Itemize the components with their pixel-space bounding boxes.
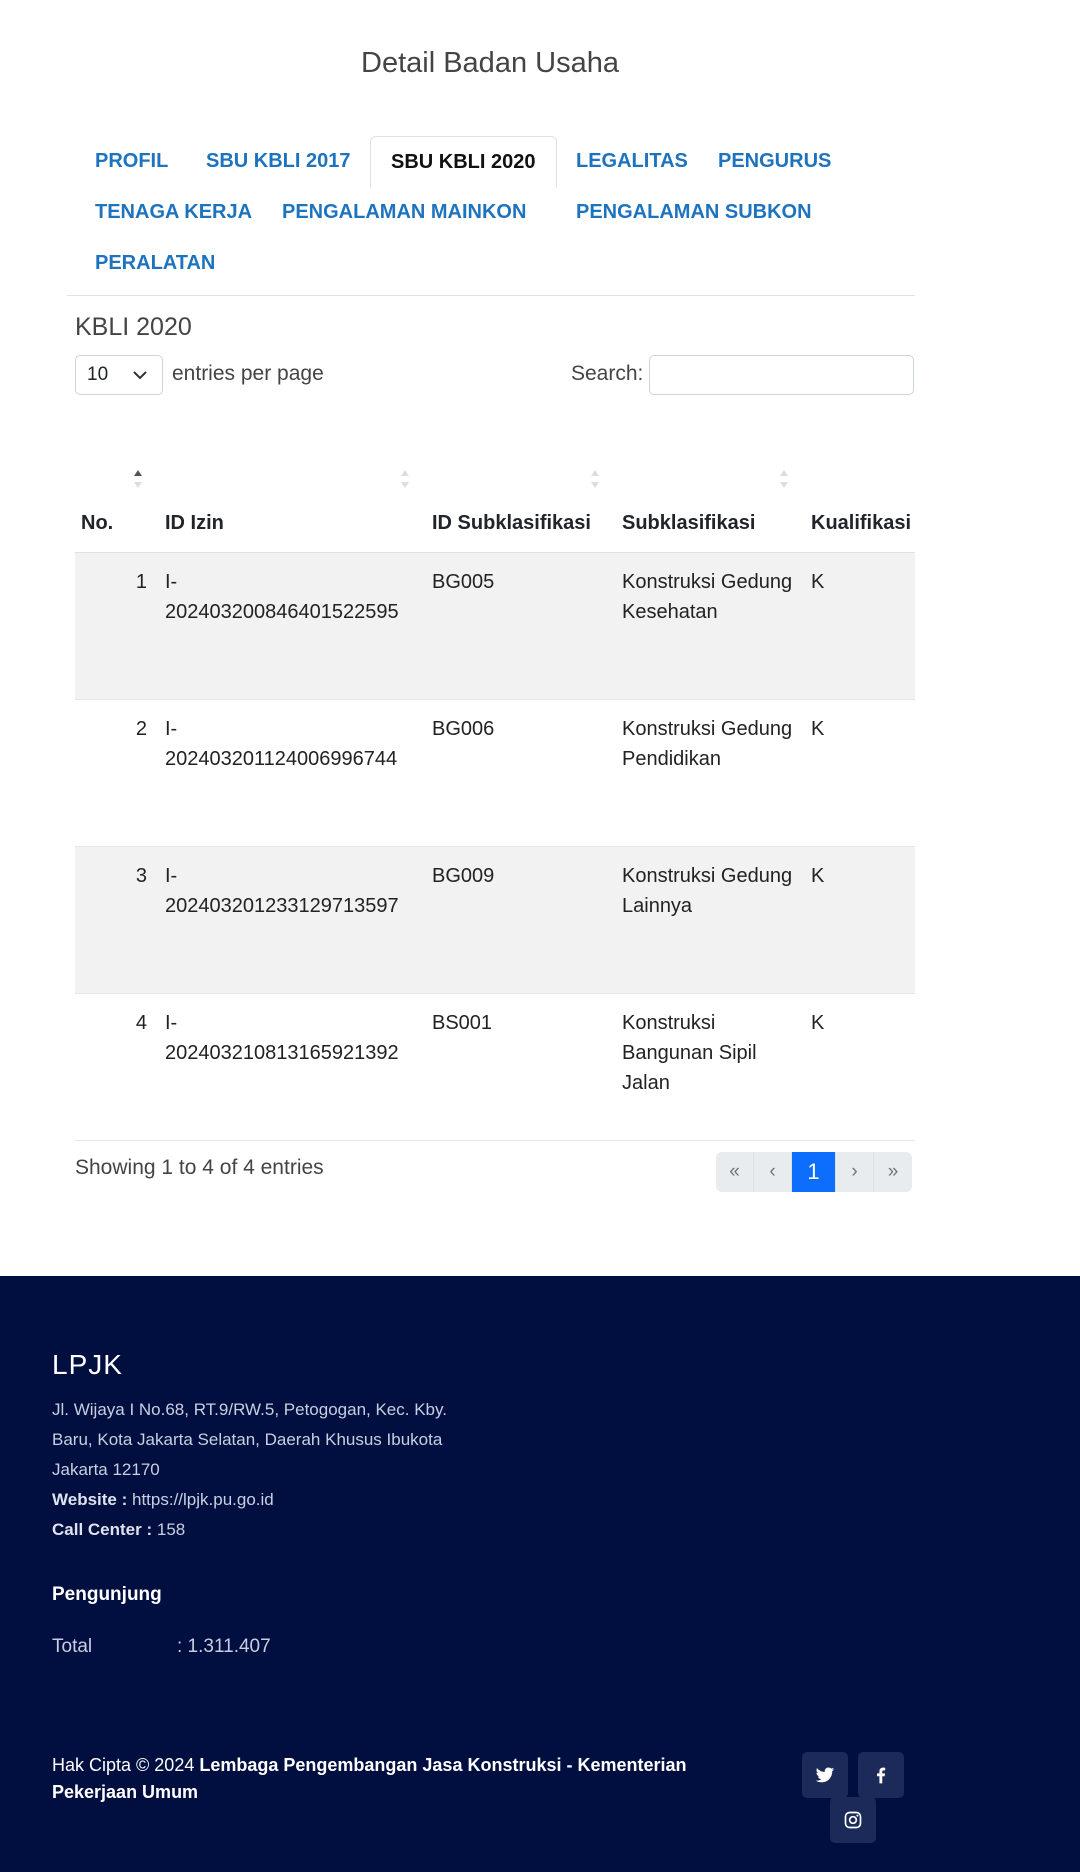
tab-tenaga-kerja[interactable]: TENAGA KERJA bbox=[95, 201, 253, 223]
copyright-organization: Lembaga Pengembangan Jasa Konstruksi - Kementerian Pekerjaan Umum bbox=[52, 1755, 687, 1802]
pagination bbox=[716, 1152, 912, 1192]
facebook-button[interactable] bbox=[858, 1752, 904, 1798]
page-first-button[interactable]: « bbox=[716, 1152, 754, 1192]
column-label: ID Izin bbox=[165, 511, 224, 534]
column-label: Subklasifikasi bbox=[622, 511, 756, 534]
cell-subklasifikasi: Konstruksi Gedung Lainnya bbox=[616, 846, 805, 993]
id-izin-number: 202403200846401522595 bbox=[165, 600, 399, 623]
visitors-total-value: : 1.311.407 bbox=[177, 1636, 271, 1657]
chevron-down-icon bbox=[132, 367, 148, 383]
cell-subklasifikasi: Konstruksi Bangunan Sipil Jalan bbox=[616, 993, 805, 1140]
instagram-button[interactable] bbox=[830, 1797, 876, 1843]
column-header-subklasifikasi[interactable] bbox=[616, 462, 805, 552]
footer-address: Jl. Wijaya I No.68, RT.9/RW.5, Petogogan, Kec. Kby. Baru, Kota Jakarta Selatan, Daerah Khusus Ibukota Jakarta 12170 bbox=[52, 1400, 447, 1479]
sort-icon bbox=[590, 468, 600, 490]
facebook-icon bbox=[871, 1765, 891, 1785]
page-last-button[interactable]: » bbox=[887, 1161, 899, 1182]
section-title: KBLI 2020 bbox=[75, 313, 192, 341]
column-header-id-izin[interactable] bbox=[159, 462, 426, 552]
cell-no: 4 bbox=[75, 993, 159, 1140]
footer-website bbox=[52, 1485, 274, 1515]
website-link[interactable]: https://lpjk.pu.go.id bbox=[132, 1490, 274, 1509]
page-title: Detail Badan Usaha bbox=[361, 47, 619, 79]
tab-peralatan[interactable]: PERALATAN bbox=[95, 252, 216, 274]
tab-pengalaman-subkon[interactable]: PENGALAMAN SUBKON bbox=[576, 201, 812, 223]
entries-per-page-select[interactable] bbox=[75, 355, 163, 395]
table-row bbox=[75, 552, 915, 699]
sort-icon bbox=[400, 468, 410, 490]
search-input[interactable] bbox=[649, 355, 914, 395]
call-center-label: Call Center : bbox=[52, 1520, 153, 1539]
twitter-button[interactable] bbox=[802, 1752, 848, 1798]
call-center-value: 158 bbox=[156, 1520, 186, 1539]
cell-no: 3 bbox=[75, 846, 159, 993]
cell-id-subklasifikasi: BG006 bbox=[426, 699, 616, 846]
cell-kualifikasi: K bbox=[805, 846, 915, 993]
page-prev-button[interactable]: ‹ bbox=[754, 1152, 792, 1192]
cell-subklasifikasi: Konstruksi Gedung Pendidikan bbox=[616, 699, 805, 846]
id-izin-number: 202403201124006996744 bbox=[165, 747, 398, 770]
id-izin-prefix: I- bbox=[165, 1011, 178, 1034]
cell-id-subklasifikasi: BG005 bbox=[426, 552, 616, 699]
table-row bbox=[75, 699, 915, 846]
page-next-button[interactable]: › bbox=[836, 1152, 874, 1192]
table-row bbox=[75, 993, 915, 1140]
cell-subklasifikasi: Konstruksi Gedung Kesehatan bbox=[616, 552, 805, 699]
id-izin-number: 202403201233129713597 bbox=[165, 894, 399, 917]
table-info: Showing 1 to 4 of 4 entries bbox=[75, 1156, 324, 1179]
tab-profil[interactable]: PROFIL bbox=[95, 150, 169, 172]
cell-no: 1 bbox=[75, 552, 159, 699]
id-izin-number: 202403210813165921392 bbox=[165, 1041, 399, 1064]
twitter-icon bbox=[815, 1765, 835, 1785]
footer-brand: LPJK bbox=[52, 1349, 123, 1380]
copyright bbox=[52, 1752, 732, 1806]
column-header-id-subklasifikasi[interactable] bbox=[426, 462, 616, 552]
id-izin-prefix: I- bbox=[165, 864, 178, 887]
tab-pengalaman-mainkon[interactable]: PENGALAMAN MAINKON bbox=[282, 201, 527, 223]
cell-id-subklasifikasi: BG009 bbox=[426, 846, 616, 993]
visitors-total-label: Total bbox=[52, 1636, 93, 1657]
cell-id-izin bbox=[159, 699, 426, 846]
tab-legalitas[interactable]: LEGALITAS bbox=[576, 150, 688, 172]
cell-no: 2 bbox=[75, 699, 159, 846]
visitors-title: Pengunjung bbox=[52, 1584, 162, 1605]
kbli-table bbox=[75, 462, 915, 1141]
table-row bbox=[75, 846, 915, 993]
column-label: ID Subklasifikasi bbox=[432, 511, 591, 534]
entries-per-page-label: entries per page bbox=[172, 362, 324, 385]
search-label: Search: bbox=[571, 362, 644, 385]
cell-id-izin bbox=[159, 846, 426, 993]
cell-kualifikasi: K bbox=[805, 552, 915, 699]
cell-id-izin bbox=[159, 993, 426, 1140]
instagram-icon bbox=[843, 1810, 863, 1830]
copyright-prefix: Hak Cipta © 2024 bbox=[52, 1755, 195, 1775]
sort-ascending-icon bbox=[133, 468, 143, 490]
id-izin-prefix: I- bbox=[165, 717, 178, 740]
column-header-kualifikasi[interactable] bbox=[805, 462, 915, 552]
entries-per-page-value: 10 bbox=[87, 364, 109, 385]
tab-sbu-kbli-2017[interactable]: SBU KBLI 2017 bbox=[206, 150, 351, 172]
footer bbox=[0, 1276, 1080, 1872]
tab-sbu-kbli-2020[interactable]: SBU KBLI 2020 bbox=[370, 136, 557, 188]
tab-pengurus[interactable]: PENGURUS bbox=[718, 150, 832, 172]
cell-kualifikasi: K bbox=[805, 993, 915, 1140]
cell-id-subklasifikasi: BS001 bbox=[426, 993, 616, 1140]
page-1-button[interactable]: 1 bbox=[792, 1152, 836, 1192]
column-header-no[interactable] bbox=[75, 462, 159, 552]
cell-id-izin bbox=[159, 552, 426, 699]
sort-icon bbox=[779, 468, 789, 490]
tab-bar bbox=[67, 136, 915, 296]
footer-call-center bbox=[52, 1515, 185, 1545]
column-label: Kualifikasi bbox=[811, 511, 912, 534]
cell-kualifikasi: K bbox=[805, 699, 915, 846]
table-header-row bbox=[75, 462, 915, 552]
website-label: Website : bbox=[52, 1490, 128, 1509]
id-izin-prefix: I- bbox=[165, 570, 178, 593]
column-label: No. bbox=[81, 511, 114, 534]
